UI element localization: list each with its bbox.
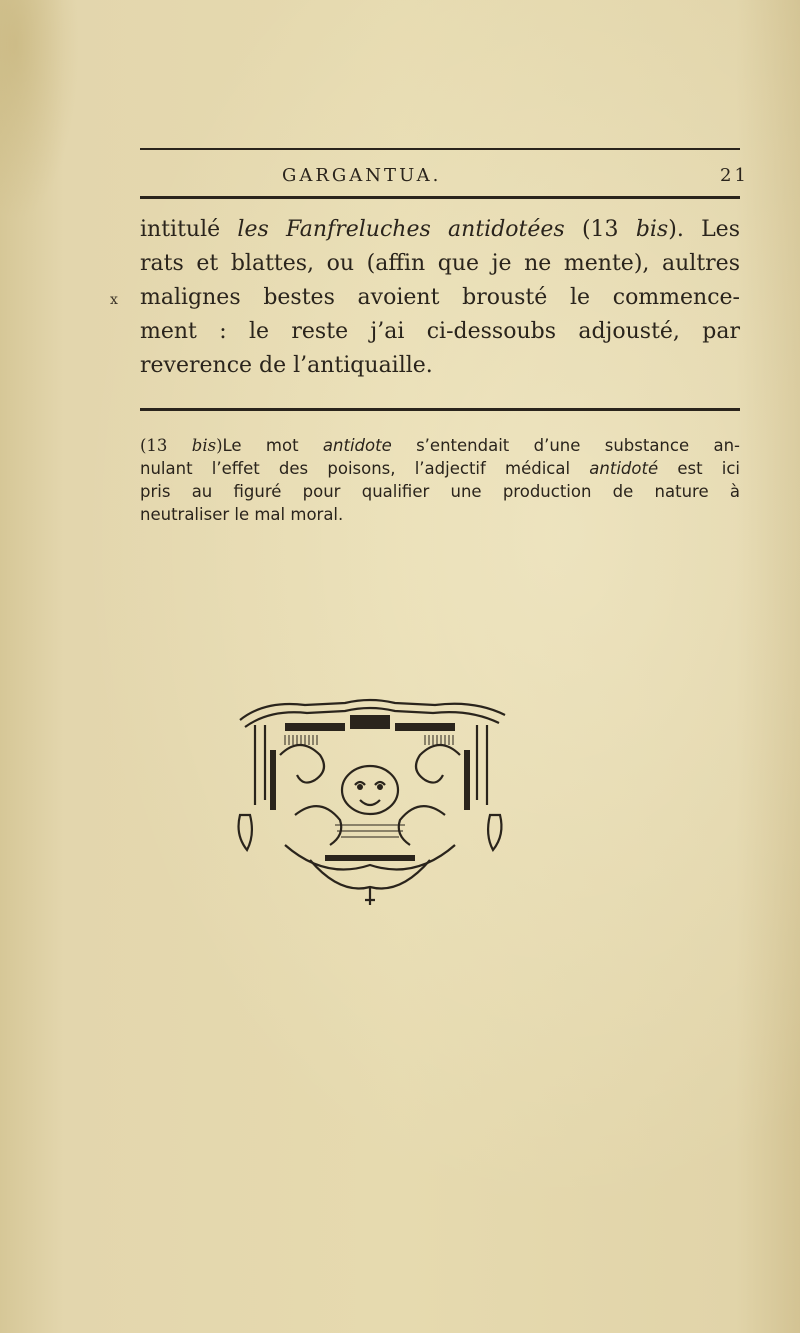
body-line: intitulé les Fanfreluches antidotées (13 bis). Les: [140, 217, 740, 242]
tailpiece-ornament: [225, 695, 515, 910]
header-bottom-rule: [140, 196, 740, 199]
margin-mark: x: [110, 292, 118, 308]
body-text: [140, 213, 740, 383]
body-line: malignes bestes avoient brousté le commence-: [140, 285, 740, 310]
footnote-line: pris au figuré pour qualifier une production de nature à: [140, 482, 740, 501]
body-line: rats et blattes, ou (affin que je ne mente), aultres: [140, 251, 740, 276]
body-line: reverence de l’antiquaille.: [140, 353, 433, 378]
footnote-line: neutraliser le mal moral.: [140, 505, 344, 524]
header-top-rule: [140, 148, 740, 150]
page-stain: [0, 0, 80, 220]
page-number: 21: [720, 165, 749, 186]
footnote-separator: [140, 408, 740, 411]
body-line: ment : le reste j’ai ci-dessoubs adjousté, par: [140, 319, 740, 344]
footnote-line: (13 bis)Le mot antidote s’entendait d’une substance an-: [140, 436, 740, 455]
running-head: [140, 165, 749, 191]
footnote: [140, 434, 740, 526]
running-head-title: GARGANTUA.: [282, 165, 442, 186]
footnote-marker: (13 bis): [140, 436, 223, 455]
footnote-line: nulant l’effet des poisons, l’adjectif médical antidoté est ici: [140, 459, 740, 478]
